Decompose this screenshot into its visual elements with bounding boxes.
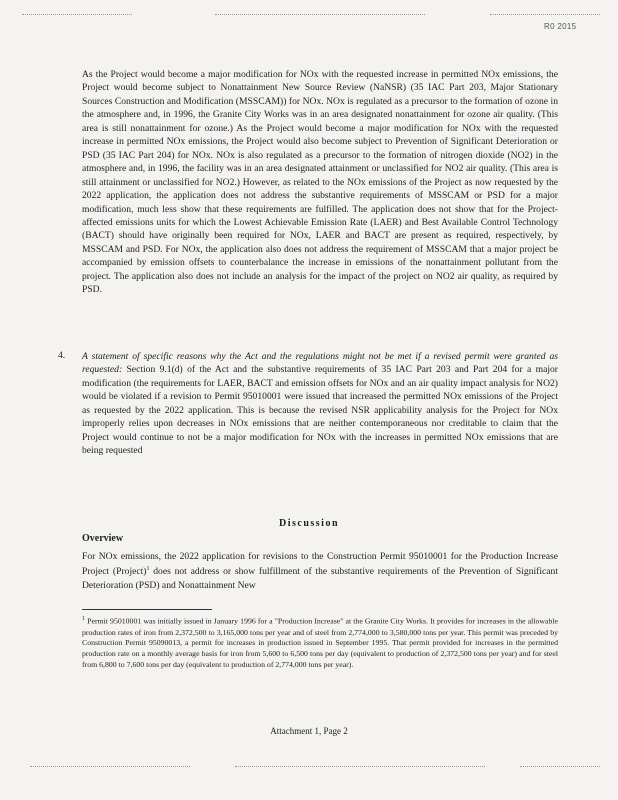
body-paragraph-nox: As the Project would become a major modification for NOx with the requested increase in permitted NOx emissions, the Project would become subject to Nonattainment New Source Review (NaNSR) (35 IAC Part 203, Major Stationary Sources Construction and Modification (MSSCAM)) for NOx. NOx is regulated as a precursor to the formation of ozone in the atmosphere and, in 1996, the Granite City Works was in an area designated nonattainment for ozone air quality. (This area is still nonattainment for ozone.) As the Project would become a major modification for NOx with the requested increase in permitted NOx emissions, the Project would also become subject to Prevention of Significant Deterioration or PSD (35 IAC Part 204) for NOx. NOx is also regulated as a precursor to the formation of nitrogen dioxide (NO2) in the atmosphere and, in 1996, the facility was in an area designated attainment or unclassified for NO2 air quality. (This area is still attainment or unclassified for NO2.) However, as related to the NOx emissions of the Project as now requested by the 2022 application, the application does not address the substantive requirements of MSSCAM or PSD for a major modification, much less show that these requirements are fulfilled. The application does not show that for the Project-affected emissions units for which the Lowest Achievable Emission Rate (LAER) and Best Available Control Technology (BACT) should have originally been required for NOx, LAER and BACT are present as required, respectively, by MSSCAM and PSD. For NOx, the application also does not address the requirement of MSSCAM that a major project be accompanied by emission offsets to counterbalance the increase in emissions of the nonattainment pollutant from the project. The application also does not include an analysis for the impact of the project on NO2 air quality, as required by PSD. xyxy=(82,69,558,296)
top-scan-border-left xyxy=(22,14,132,16)
overview-heading: Overview xyxy=(82,533,124,544)
overview-text-start: For NOx emissions, the 2022 application for revisions to the Construction Permit 95010001 for the Production Increase Project (Project) xyxy=(82,551,558,578)
overview-paragraph xyxy=(82,550,558,593)
footnote-marker: 1 xyxy=(82,616,85,622)
item-number: 4. xyxy=(58,350,66,361)
item-4-paragraph xyxy=(82,350,558,458)
bottom-scan-border-mid xyxy=(235,766,485,768)
overview-text-end: does not address or show fulfillment of the substantive requirements of the Prevention of Significant Deterioration (PSD) and Nonattainment New xyxy=(82,566,559,592)
item-4-lead: A statement of specific reasons why the Act and the regulations might not be met if a revised permit were granted as requested: xyxy=(82,351,558,376)
top-scan-border-mid xyxy=(215,14,425,16)
top-scan-border-right xyxy=(490,14,600,16)
footnote-divider xyxy=(82,609,212,610)
footnote xyxy=(82,614,558,671)
footnote-reference: 1 xyxy=(146,566,150,573)
document-id: R0 2015 xyxy=(544,22,577,31)
item-4-body: Section 9.1(d) of the Act and the substantive requirements of 35 IAC Part 203 and Part 204 for a major modification (the requirements for LAER, BACT and emission offsets for NOx and an air quality impact analysis for NO2) would be violated if a revision to Permit 95010001 were issued that increased the permitted NOx emissions of the Project as requested by the 2022 application. This is because the revised NSR applicability analysis for the Project for NOx improperly relies upon decreases in NOx emissions that are neither contemporaneous nor creditable to claim that the Project would continue to not be a major modification for NOx with the increases in permitted NOx emissions that are being requested xyxy=(82,364,558,457)
footnote-text: Permit 95010001 was initially issued in January 1996 for a "Production Increase" at the Granite City Works. It provides for increases in the allowable production rates of iron from 2,372,500 to 3,165,000 tons per year and of steel from 2,774,000 to 3,580,000 tons per year. This permit was preceded by Construction Permit 95090013, a permit for increases in production issued in September 1995. That permit provided for increases in the permitted production rate on a monthly average basis for iron from 5,600 to 6,500 tons per day (equivalent to production of 2,372,500 tons per year) and for steel from 6,800 to 7,600 tons per day (equivalent to production of 2,774,000 tons per year). xyxy=(82,616,558,670)
bottom-scan-border-left xyxy=(30,766,190,768)
bottom-scan-border-right xyxy=(520,766,600,768)
discussion-heading: Discussion xyxy=(278,518,339,529)
page-footer: Attachment 1, Page 2 xyxy=(270,726,348,736)
